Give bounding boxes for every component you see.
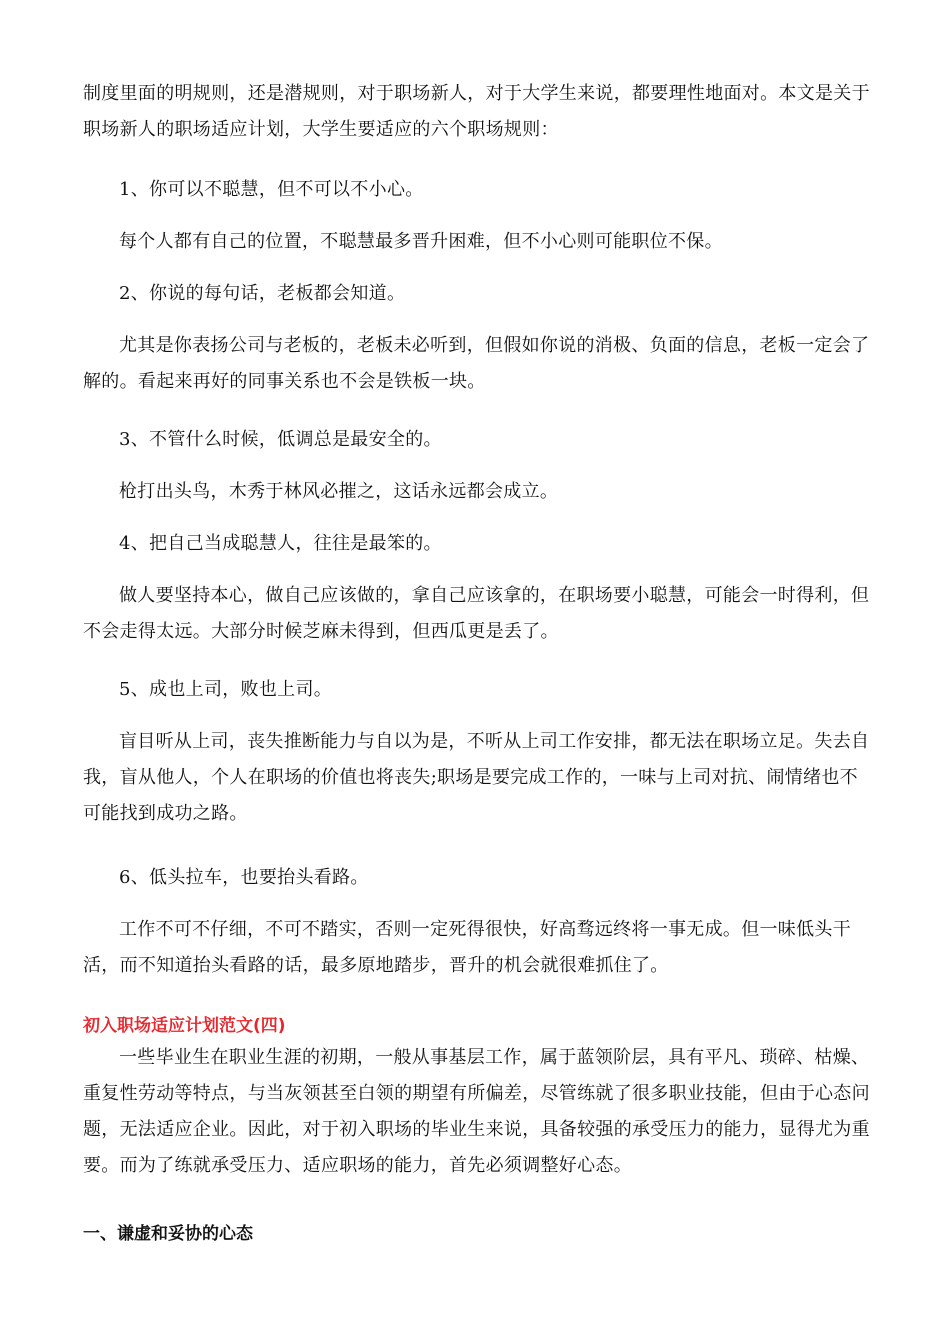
rule-6-title: 6、低头拉车，也要抬头看路。: [119, 867, 369, 888]
rule-6-body: 工作不可不仔细，不可不踏实，否则一定死得很快，好高骛远终将一事无成。但一味低头干活，而不知道抬头看路的话，最多原地踏步，晋升的机会就很难抓住了。: [83, 919, 851, 976]
rule-5-body: 盲目听从上司，丧失推断能力与自以为是，不听从上司工作安排，都无法在职场立足。失去自我，盲从他人，个人在职场的价值也将丧失;职场是要完成工作的，一味与上司对抗、闹情绪也不可能找到成功之路。: [83, 731, 870, 824]
rule-3-title: 3、不管什么时候，低调总是最安全的。: [119, 429, 442, 450]
subheading: 一、谦虚和妥协的心态: [83, 1224, 253, 1244]
rule-2-body: 尤其是你表扬公司与老板的，老板未必听到，但假如你说的消极、负面的信息，老板一定会了解的。看起来再好的同事关系也不会是铁板一块。: [83, 335, 870, 392]
rule-1-body: 每个人都有自己的位置，不聪慧最多晋升困难，但不小心则可能职位不保。: [119, 231, 723, 252]
rule-4-title: 4、把自己当成聪慧人，往往是最笨的。: [119, 533, 442, 554]
section-body: 一些毕业生在职业生涯的初期，一般从事基层工作，属于蓝领阶层，具有平凡、琐碎、枯燥、重复性劳动等特点，与当灰领甚至白领的期望有所偏差，尽管练就了很多职业技能，但由于心态问题，无法适应企业。因此，对于初入职场的毕业生来说，具备较强的承受压力的能力，显得尤为重要。而为了练就承受压力、适应职场的能力，首先必须调整好心态。: [83, 1047, 870, 1176]
rule-2-title: 2、你说的每句话，老板都会知道。: [119, 283, 406, 304]
intro-paragraph: 制度里面的明规则，还是潜规则，对于职场新人，对于大学生来说，都要理性地面对。本文是关于职场新人的职场适应计划，大学生要适应的六个职场规则：: [83, 83, 870, 140]
rule-5-title: 5、成也上司，败也上司。: [119, 679, 333, 700]
rule-4-body: 做人要坚持本心，做自己应该做的，拿自己应该拿的，在职场要小聪慧，可能会一时得利，但不会走得太远。大部分时候芝麻未得到，但西瓜更是丢了。: [83, 585, 870, 642]
rule-1-title: 1、你可以不聪慧，但不可以不小心。: [119, 179, 424, 200]
rule-3-body: 枪打出头鸟，木秀于林风必摧之，这话永远都会成立。: [119, 481, 559, 502]
section-heading: 初入职场适应计划范文(四): [83, 1016, 286, 1036]
